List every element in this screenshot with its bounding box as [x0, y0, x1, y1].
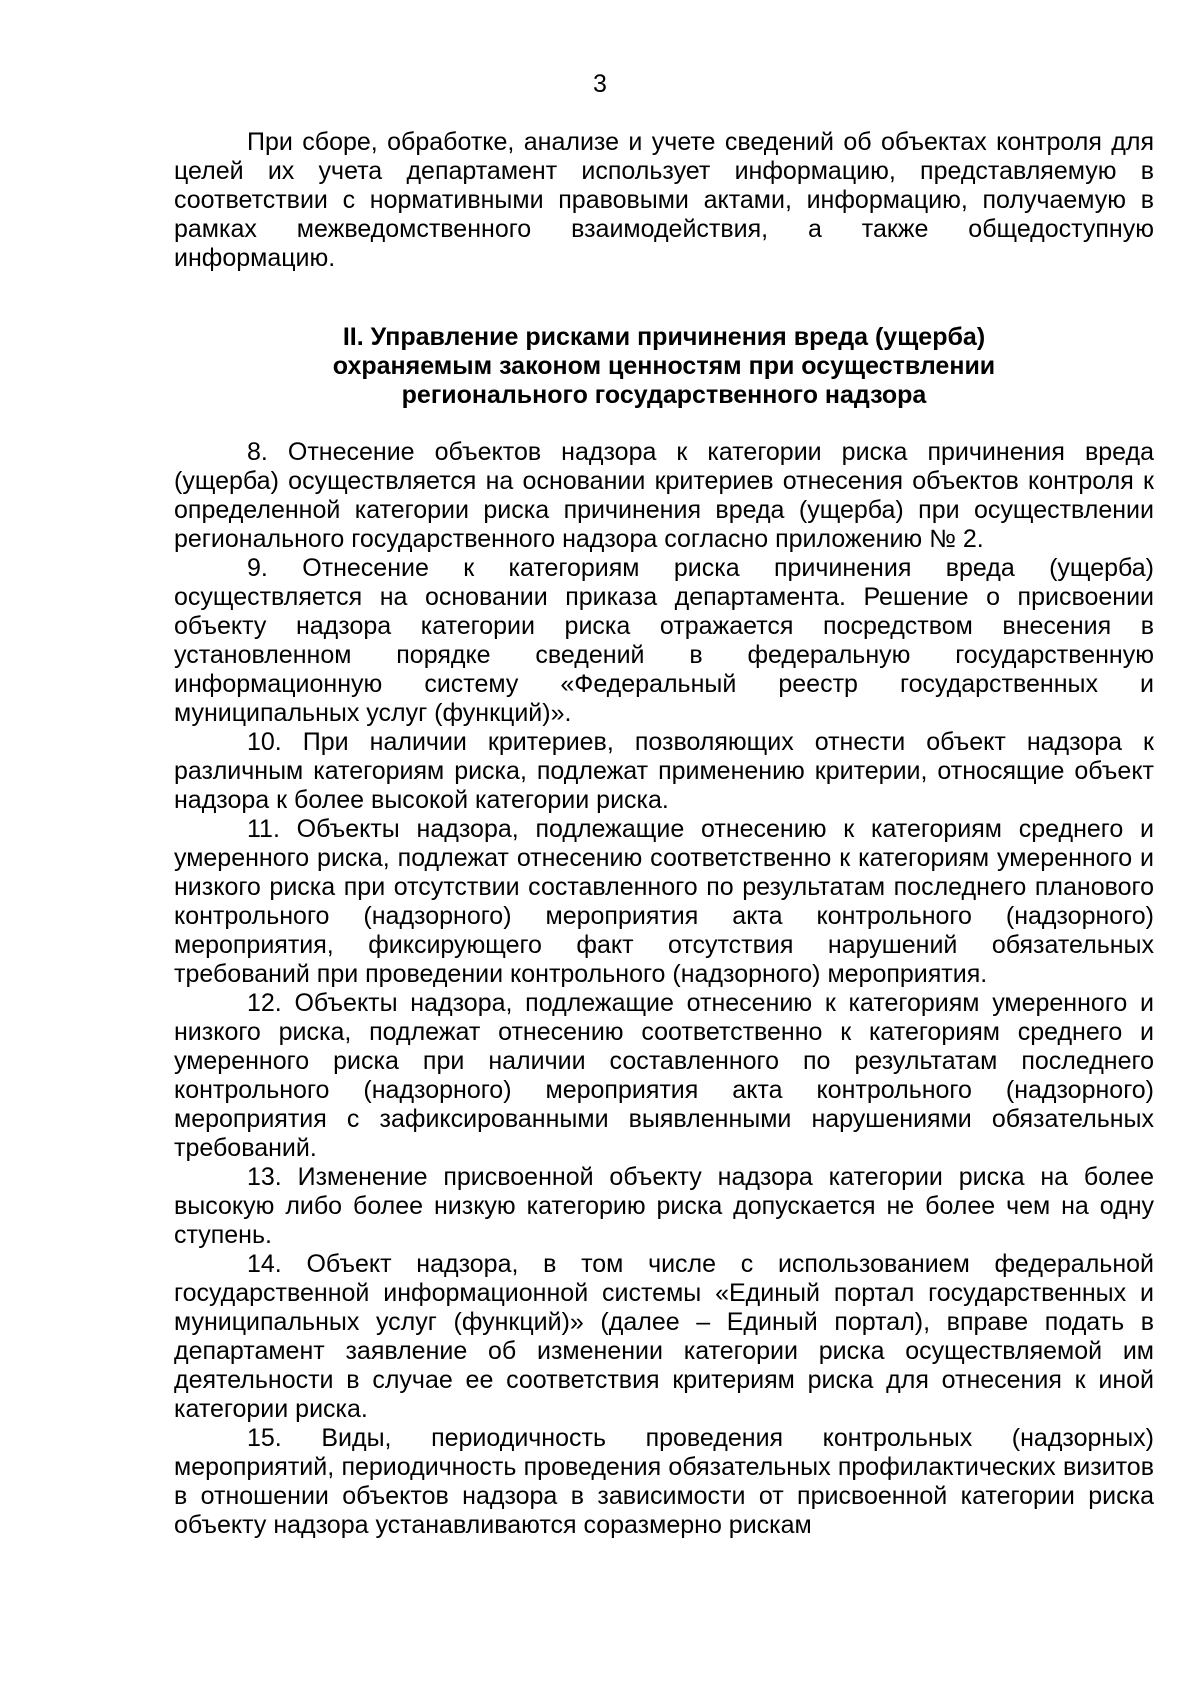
item-paragraph-8: 8. Отнесение объектов надзора к категории риска причинения вреда (ущерба) осуществляется на основании критериев отнесения объектов контроля к определенной категории риска причинения вреда (ущерба) при осуществлении регионального государственного надзора согласно приложению № 2. — [174, 438, 1154, 553]
page-number: 3 — [593, 70, 607, 98]
item-paragraph-10: 10. При наличии критериев, позволяющих отнести объект надзора к различным категориям риска, подлежат применению критерии, относящие объект надзора к более высокой категории риска. — [174, 728, 1154, 814]
section-heading-line: II. Управление рисками причинения вреда (ущерба) — [342, 323, 986, 351]
item-paragraph-15: 15. Виды, периодичность проведения контрольных (надзорных) мероприятий, периодичность проведения обязательных профилактических визитов в отношении объектов надзора в зависимости от присвоенной категории риска объекту надзора устанавливаются соразмерно рискам — [174, 1424, 1154, 1539]
section-heading-line: регионального государственного надзора — [401, 381, 927, 409]
item-paragraph-13: 13. Изменение присвоенной объекту надзора категории риска на более высокую либо более низкую категорию риска допускается не более чем на одну ступень. — [174, 1163, 1154, 1249]
document-body — [174, 128, 1154, 1540]
intro-paragraph: При сборе, обработке, анализе и учете сведений об объектах контроля для целей их учета департамент использует информацию, представляемую в соответствии с нормативными правовыми актами, информацию, получаемую в рамках межведомственного взаимодействия, а также общедоступную информацию. — [174, 128, 1154, 272]
item-paragraph-14: 14. Объект надзора, в том числе с использованием федеральной государственной информационной системы «Единый портал государственных и муниципальных услуг (функций)» (далее – Единый портал), вправе подать в департамент заявление об изменении категории риска осуществляемой им деятельности в случае ее соответствия критериям риска для отнесения к иной категории риска. — [174, 1250, 1154, 1423]
section-heading-line: охраняемым законом ценностям при осуществлении — [332, 352, 996, 380]
item-paragraph-11: 11. Объекты надзора, подлежащие отнесению к категориям среднего и умеренного риска, подлежат отнесению соответственно к категориям умеренного и низкого риска при отсутствии составленного по результатам последнего планового контрольного (надзорного) мероприятия акта контрольного (надзорного) мероприятия, фиксирующего факт отсутствия нарушений обязательных требований при проведении контрольного (надзорного) мероприятия. — [174, 815, 1154, 988]
section-heading — [174, 323, 1154, 410]
item-paragraph-9: 9. Отнесение к категориям риска причинения вреда (ущерба) осуществляется на основании приказа департамента. Решение о присвоении объекту надзора категории риска отражается посредством внесения в установленном порядке сведений в федеральную государственную информационную систему «Федеральный реестр государственных и муниципальных услуг (функций)». — [174, 554, 1154, 727]
item-paragraph-12: 12. Объекты надзора, подлежащие отнесению к категориям умеренного и низкого риска, подлежат отнесению соответственно к категориям среднего и умеренного риска при наличии составленного по результатам последнего контрольного (надзорного) мероприятия акта контрольного (надзорного) мероприятия с зафиксированными выявленными нарушениями обязательных требований. — [174, 989, 1154, 1162]
